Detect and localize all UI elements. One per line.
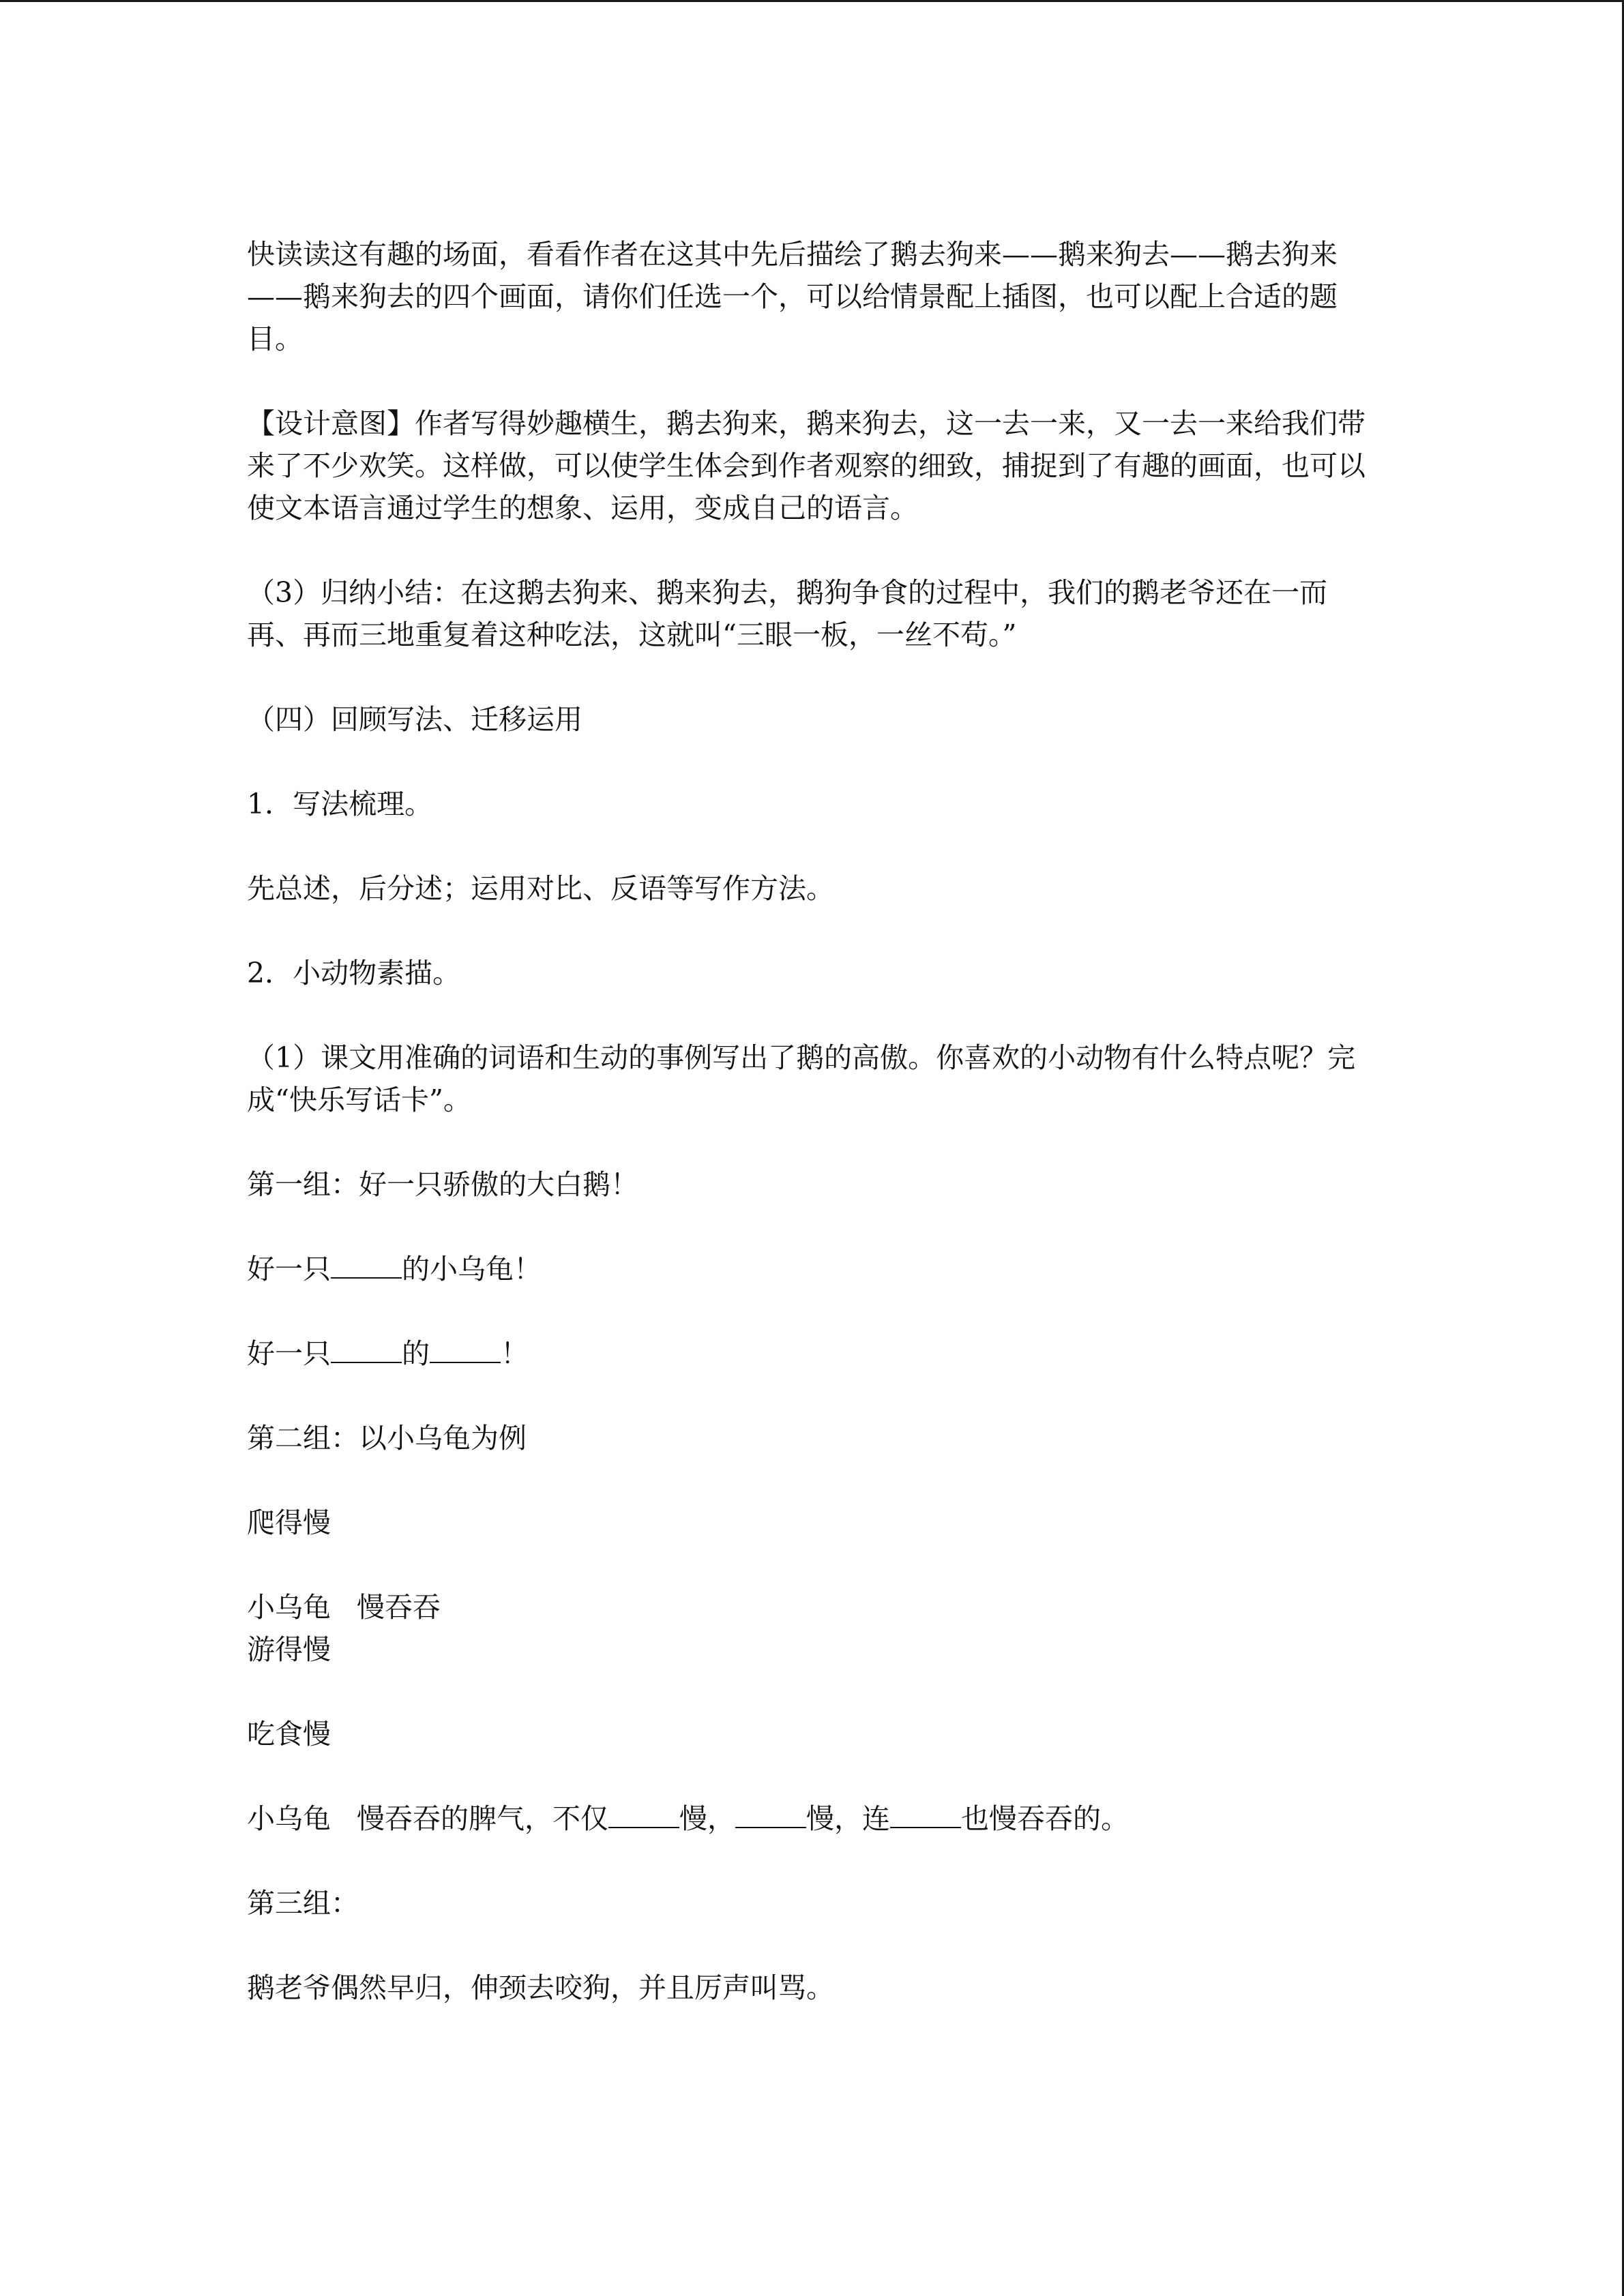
fill-in-suffix: ！ [501, 1337, 529, 1370]
item-animal-sketch: 2．小动物素描。 [247, 957, 461, 989]
trait-swim-slow: 游得慢 [247, 1633, 331, 1666]
trait-eat-slow: 吃食慢 [247, 1718, 331, 1750]
fill-in-blank [608, 1800, 679, 1828]
fill-in-text: 慢， [679, 1802, 735, 1835]
fill-in-turtle-temper [247, 1798, 1379, 1840]
turtle-label: 小乌龟 [247, 1591, 331, 1624]
group-two-heading: 第二组：以小乌龟为例 [247, 1422, 527, 1455]
fill-in-text: 也慢吞吞的。 [961, 1802, 1129, 1835]
top-border-line [0, 0, 1624, 2]
paragraph-reading-task: 快读读这有趣的场面，看看作者在这其中先后描绘了鹅去狗来——鹅来狗去——鹅去狗来——鹅来狗去的四个画面，请你们任选一个，可以给情景配上插图，也可以配上合适的题目。 [247, 238, 1338, 355]
group-one-example: 第一组：好一只骄傲的大白鹅！ [247, 1168, 638, 1201]
group-three-heading: 第三组： [247, 1887, 359, 1920]
turtle-slow-line [247, 1586, 1379, 1628]
fill-in-blank [331, 1250, 402, 1279]
fill-in-prefix: 好一只 [247, 1253, 331, 1285]
fill-in-text: 慢，连 [806, 1802, 890, 1835]
section-heading-review: （四）回顾写法、迁移运用 [247, 703, 582, 736]
paragraph-design-intent: 【设计意图】作者写得妙趣横生，鹅去狗来，鹅来狗去，这一去一来，又一去一来给我们带来了不少欢笑。这样做，可以使学生体会到作者观察的细致，捕捉到了有趣的画面，也可以使文本语言通过学生的想象、运用，变成自己的语言。 [247, 407, 1365, 524]
fill-in-blank [735, 1800, 806, 1828]
slow-label: 慢吞吞 [357, 1591, 441, 1624]
fill-in-middle: 的 [402, 1337, 430, 1370]
turtle-label: 小乌龟 [247, 1802, 331, 1835]
fill-in-turtle [247, 1248, 1379, 1290]
item-writing-method: 1．写法梳理。 [247, 788, 433, 820]
trait-crawl-slow: 爬得慢 [247, 1506, 331, 1539]
fill-in-text: 慢吞吞的脾气，不仅 [357, 1802, 608, 1835]
paragraph-writing-card: （1）课文用准确的词语和生动的事例写出了鹅的高傲。你喜欢的小动物有什么特点呢？完成“快乐写话卡”。 [247, 1041, 1356, 1116]
paragraph-summary: （3）归纳小结：在这鹅去狗来、鹅来狗去，鹅狗争食的过程中，我们的鹅老爷还在一而再、再而三地重复着这种吃法，这就叫“三眼一板，一丝不苟。” [247, 576, 1328, 651]
fill-in-prefix: 好一只 [247, 1337, 331, 1370]
fill-in-free [247, 1332, 1379, 1375]
fill-in-blank [890, 1800, 961, 1828]
paragraph-goose-scene: 鹅老爷偶然早归，伸颈去咬狗，并且厉声叫骂。 [247, 1971, 834, 2004]
document-page [247, 233, 1379, 2051]
fill-in-blank [331, 1335, 402, 1363]
paragraph-writing-method: 先总述，后分述；运用对比、反语等写作方法。 [247, 872, 834, 905]
fill-in-suffix: 的小乌龟！ [402, 1253, 542, 1285]
fill-in-blank [430, 1335, 501, 1363]
